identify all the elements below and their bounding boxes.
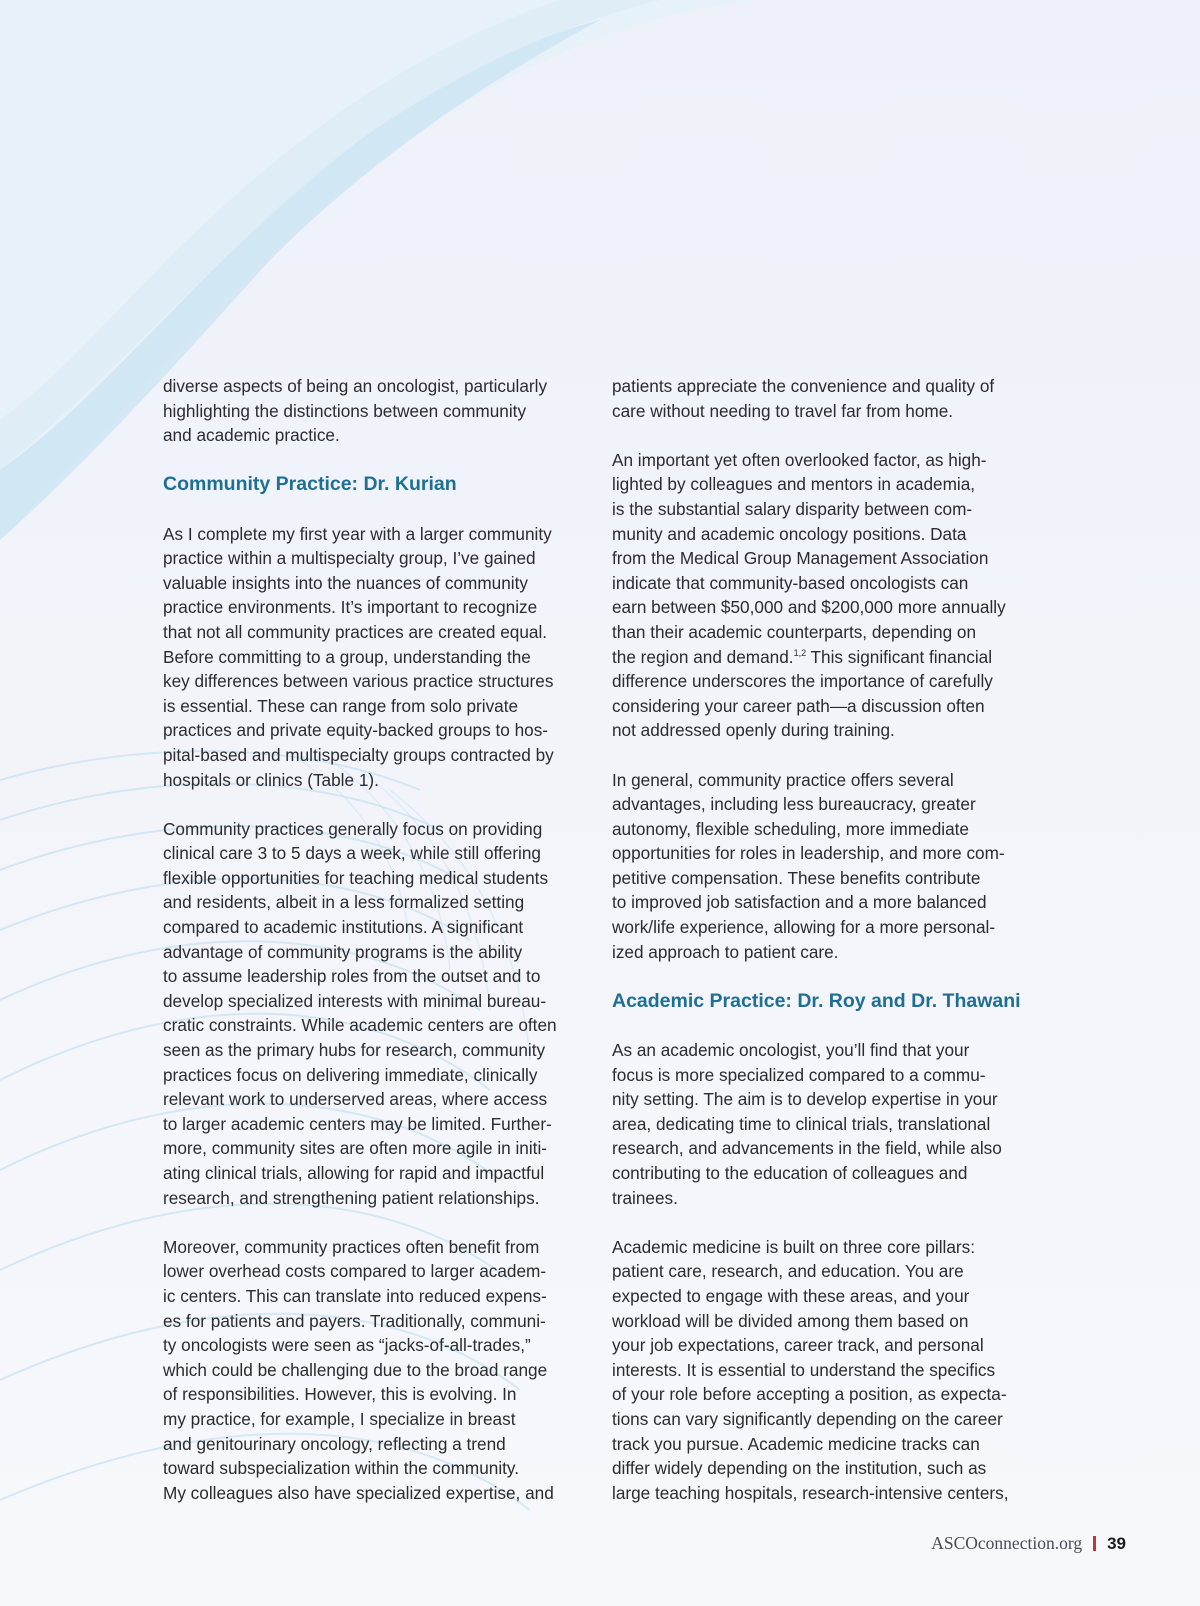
text-line: Community practices generally focus on providing <box>163 818 543 839</box>
paragraph <box>612 448 1040 743</box>
text-line: is the substantial salary disparity between com- <box>612 498 973 519</box>
text-line: earn between $50,000 and $200,000 more annually <box>612 597 1006 618</box>
text-line: focus is more specialized compared to a commu- <box>612 1064 986 1085</box>
text-line: autonomy, flexible scheduling, more immediate <box>612 818 969 839</box>
text-line: differ widely depending on the institution, such as <box>612 1458 987 1479</box>
text-line: care without needing to travel far from home. <box>612 400 954 421</box>
text-line: difference underscores the importance of carefully <box>612 671 993 692</box>
paragraph <box>612 1038 1040 1210</box>
paragraph <box>163 522 591 793</box>
paragraph <box>612 374 1040 423</box>
text-line: trainees. <box>612 1187 678 1208</box>
text-line: seen as the primary hubs for research, community <box>163 1040 546 1061</box>
text-line: es for patients and payers. Traditionally, communi- <box>163 1310 546 1331</box>
text-line: Before committing to a group, understanding the <box>163 646 531 667</box>
text-line: practice environments. It’s important to recognize <box>163 597 538 618</box>
text-line: research, and strengthening patient relationships. <box>163 1187 540 1208</box>
text-line: is essential. These can range from solo private <box>163 695 519 716</box>
text-line: considering your career path—a discussion often <box>612 695 985 716</box>
text-line: your job expectations, career track, and personal <box>612 1335 984 1356</box>
text-line: track you pursue. Academic medicine tracks can <box>612 1433 980 1454</box>
paragraph <box>612 1235 1040 1506</box>
text-line: interests. It is essential to understand the specifics <box>612 1359 996 1380</box>
text-line: highlighting the distinctions between community <box>163 400 527 421</box>
text-line: toward subspecialization within the community. <box>163 1458 520 1479</box>
paragraph <box>163 374 591 448</box>
section-heading: Academic Practice: Dr. Roy and Dr. Thawani <box>612 989 1021 1012</box>
text-line: key differences between various practice structures <box>163 671 554 692</box>
text-line: ic centers. This can translate into reduced expens- <box>163 1285 547 1306</box>
text-line: my practice, for example, I specialize in breast <box>163 1408 516 1429</box>
text-line: ating clinical trials, allowing for rapid and impactful <box>163 1163 545 1183</box>
footer-site[interactable]: ASCOconnection.org <box>931 1533 1083 1553</box>
text-line: of responsibilities. However, this is evolving. In <box>163 1384 517 1405</box>
text-line: Academic medicine is built on three core pillars: <box>612 1236 976 1257</box>
text-line: of your role before accepting a position, as expecta- <box>612 1384 1007 1405</box>
text-line: In general, community practice offers several <box>612 769 954 790</box>
text-line: practices focus on delivering immediate, clinically <box>163 1064 538 1085</box>
text-line: relevant work to underserved areas, where access <box>163 1089 548 1110</box>
text-line: more, community sites are often more agile in initi- <box>163 1138 547 1159</box>
text-run: This significant financial <box>806 646 993 667</box>
paragraph <box>612 768 1040 965</box>
text-line: valuable insights into the nuances of community <box>163 572 528 593</box>
text-line: As an academic oncologist, you’ll find that your <box>612 1040 970 1061</box>
text-line: As I complete my first year with a larger community <box>163 523 552 544</box>
text-line: to assume leadership roles from the outset and to <box>163 966 541 987</box>
text-line: research, and advancements in the field, while also <box>612 1138 1002 1159</box>
text-line: nity setting. The aim is to develop expertise in your <box>612 1089 998 1110</box>
text-line: workload will be divided among them based on <box>612 1310 969 1331</box>
citation-superscript: 1,2 <box>793 647 807 658</box>
text-line: diverse aspects of being an oncologist, particularly <box>163 376 548 396</box>
text-line: not addressed openly during training. <box>612 720 895 741</box>
text-line: and residents, albeit in a less formalized setting <box>163 892 525 913</box>
text-line: patients appreciate the convenience and quality of <box>612 376 995 396</box>
text-line: area, dedicating time to clinical trials, translational <box>612 1113 991 1134</box>
text-line: from the Medical Group Management Association <box>612 548 989 569</box>
text-line: to improved job satisfaction and a more balanced <box>612 892 987 913</box>
text-line: contributing to the education of colleagues and <box>612 1163 968 1183</box>
text-line: practices and private equity-backed groups to hos- <box>163 720 549 741</box>
text-line: tions can vary significantly depending on the career <box>612 1408 1003 1429</box>
text-line: ized approach to patient care. <box>612 941 839 962</box>
text-line: munity and academic oncology positions. Data <box>612 523 967 544</box>
text-line: An important yet often overlooked factor, as high- <box>612 449 987 470</box>
page-footer <box>931 1533 1126 1554</box>
page-number: 39 <box>1107 1533 1126 1553</box>
text-line: expected to engage with these areas, and your <box>612 1285 970 1306</box>
text-line: practice within a multispecialty group, I’ve gained <box>163 548 536 569</box>
text-line: cratic constraints. While academic centers are often <box>163 1015 557 1036</box>
text-line: develop specialized interests with minimal bureau- <box>163 990 547 1011</box>
left-column <box>163 374 591 1530</box>
text-line: advantages, including less bureaucracy, greater <box>612 794 976 815</box>
text-line: and genitourinary oncology, reflecting a trend <box>163 1433 506 1454</box>
section-heading: Community Practice: Dr. Kurian <box>163 473 457 496</box>
text-line: My colleagues also have specialized expertise, and <box>163 1482 554 1503</box>
text-line: Moreover, community practices often benefit from <box>163 1236 540 1257</box>
text-line: pital-based and multispecialty groups contracted by <box>163 744 554 765</box>
text-line: ty oncologists were seen as “jacks-of-all-trades,” <box>163 1335 531 1356</box>
text-line <box>612 645 1040 670</box>
text-line: which could be challenging due to the broad range <box>163 1359 548 1380</box>
text-line: that not all community practices are created equal. <box>163 621 548 642</box>
right-column <box>612 374 1040 1530</box>
text-line: and academic practice. <box>163 425 340 446</box>
paragraph <box>163 1235 591 1506</box>
text-line: large teaching hospitals, research-intensive centers, <box>612 1482 1009 1503</box>
text-line: than their academic counterparts, depending on <box>612 621 977 642</box>
text-line: indicate that community-based oncologists can <box>612 572 969 593</box>
paragraph <box>163 817 591 1211</box>
text-line: advantage of community programs is the ability <box>163 941 523 962</box>
text-run: the region and demand. <box>612 646 794 667</box>
text-line: work/life experience, allowing for a more personal- <box>612 917 996 938</box>
text-line: to larger academic centers may be limited. Further- <box>163 1113 552 1134</box>
text-line: compared to academic institutions. A significant <box>163 917 524 938</box>
text-line: opportunities for roles in leadership, and more com- <box>612 843 1005 864</box>
text-line: lighted by colleagues and mentors in academia, <box>612 474 976 495</box>
text-line: petitive compensation. These benefits contribute <box>612 867 981 888</box>
text-line: patient care, research, and education. You are <box>612 1261 964 1282</box>
text-line: hospitals or clinics (Table 1). <box>163 769 379 790</box>
text-line: flexible opportunities for teaching medical students <box>163 867 549 888</box>
text-line: clinical care 3 to 5 days a week, while still offering <box>163 843 541 864</box>
footer-divider <box>1093 1536 1096 1551</box>
text-line: lower overhead costs compared to larger academ- <box>163 1261 547 1282</box>
